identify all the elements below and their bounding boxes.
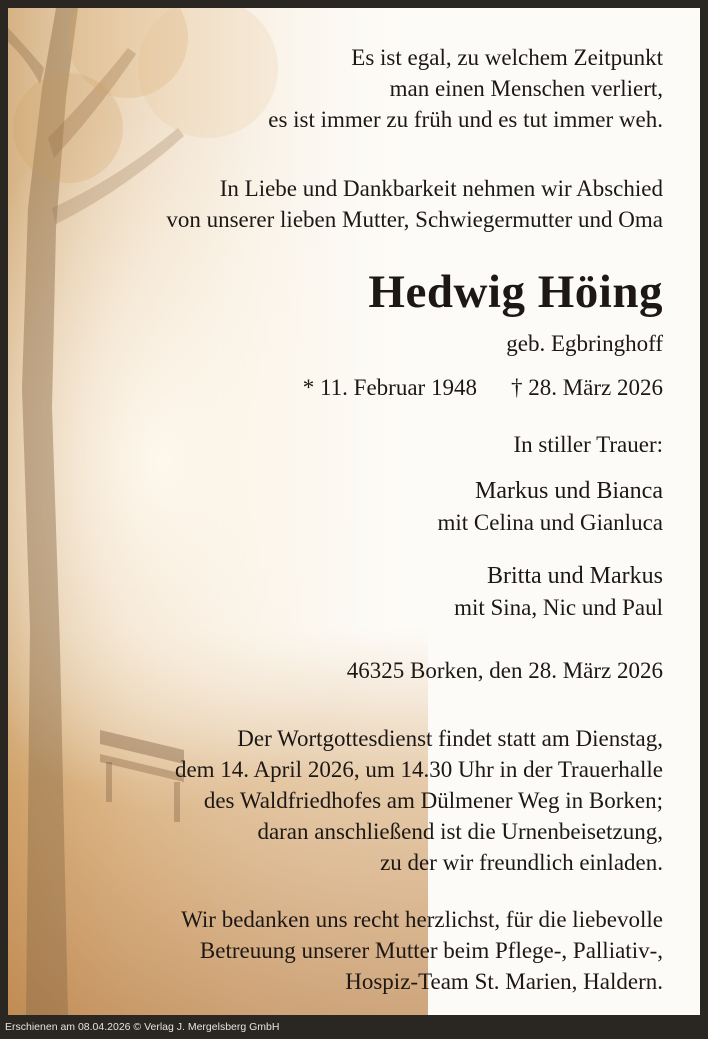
service-line: daran anschließend ist die Urnenbeisetzung, [257, 819, 663, 844]
obituary-notice [8, 8, 700, 1015]
publication-footer: Erschienen am 08.04.2026 © Verlag J. Mergelsberg GmbH [5, 1021, 280, 1033]
quote-line: es ist immer zu früh und es tut immer weh. [268, 107, 663, 132]
service-line: dem 14. April 2026, um 14.30 Uhr in der Trauerhalle [174, 757, 663, 782]
intro-block [166, 173, 663, 235]
service-line: Der Wortgottesdienst findet statt am Dienstag, [237, 726, 663, 751]
service-line: des Waldfriedhofes am Dülmener Weg in Borken; [203, 788, 663, 813]
family-main-names: Markus und Bianca [475, 478, 663, 504]
thanks-block [181, 904, 663, 997]
intro-line: In Liebe und Dankbarkeit nehmen wir Abschied [219, 176, 663, 201]
death-date: † 28. März 2026 [510, 375, 663, 400]
family-group [438, 476, 663, 538]
intro-line: von unserer lieben Mutter, Schwiegermutter und Oma [166, 207, 663, 232]
family-children: mit Sina, Nic und Paul [454, 595, 663, 620]
service-line: zu der wir freundlich einladen. [380, 850, 663, 875]
thanks-line: Wir bedanken uns recht herzlichst, für die liebevolle [181, 907, 663, 932]
place-date: 46325 Borken, den 28. März 2026 [346, 658, 663, 683]
life-dates [303, 372, 663, 403]
family-group [454, 561, 663, 623]
deceased-name: Hedwig Höing [368, 266, 663, 318]
mourners-heading: In stiller Trauer: [513, 432, 663, 457]
thanks-line: Hospiz-Team St. Marien, Haldern. [345, 969, 663, 994]
quote-line: man einen Menschen verliert, [389, 76, 663, 101]
family-main-names: Britta und Markus [487, 563, 663, 589]
maiden-name: geb. Egbringhoff [506, 331, 663, 356]
birth-date: * 11. Februar 1948 [302, 375, 477, 400]
family-children: mit Celina und Gianluca [437, 510, 663, 535]
quote-block [268, 42, 663, 135]
service-block [175, 723, 663, 878]
thanks-line: Betreuung unserer Mutter beim Pflege-, Palliativ-, [199, 938, 663, 963]
quote-line: Es ist egal, zu welchem Zeitpunkt [351, 45, 663, 70]
